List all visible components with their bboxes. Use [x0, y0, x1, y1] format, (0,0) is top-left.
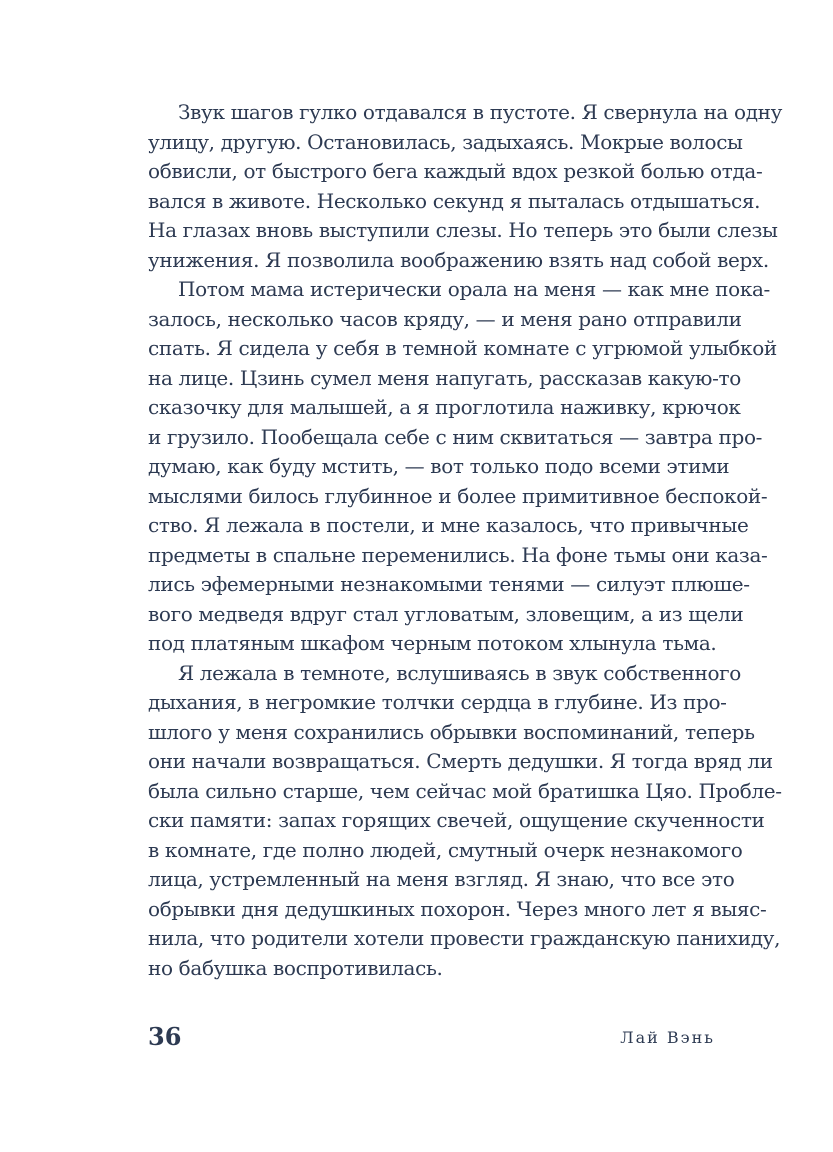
text-line: на лице. Цзинь сумел меня напугать, рассказав какую-то — [148, 365, 741, 390]
running-head-author: Лай Вэнь — [620, 1028, 715, 1047]
paragraph-2 — [148, 275, 777, 659]
text-line: лись эфемерными незнакомыми тенями — силуэт плюше- — [148, 572, 750, 596]
body-text — [148, 98, 783, 983]
page-number: 36 — [148, 1022, 182, 1051]
text-line: мыслями билось глубинное и более примитивное беспокой- — [148, 483, 768, 508]
text-line: вого медведя вдруг стал угловатым, зловещим, а из щели — [148, 601, 744, 626]
text-line: они начали возвращаться. Смерть дедушки. Я тогда вряд ли — [148, 749, 773, 773]
page-footer — [148, 1018, 715, 1058]
paragraph-3 — [148, 659, 782, 984]
text-line: Я лежала в темноте, вслушиваясь в звук собственного — [178, 660, 741, 685]
text-line: обвисли, от быстрого бега каждый вдох резкой болью отда- — [148, 159, 763, 183]
text-line: залось, несколько часов кряду, — и меня рано отправили — [148, 306, 742, 331]
text-line: в комнате, где полно людей, смутный очерк незнакомого — [148, 837, 743, 862]
text-line: предметы в спальне переменились. На фоне тьмы они каза- — [148, 542, 768, 567]
text-line: обрывки дня дедушкиных похорон. Через много лет я выяс- — [148, 896, 767, 921]
text-line: улицу, другую. Остановилась, задыхаясь. Мокрые волосы — [148, 129, 743, 154]
text-line: ски памяти: запах горящих свечей, ощущение скученности — [148, 808, 765, 832]
text-line: спать. Я сидела у себя в темной комнате с угрюмой улыбкой — [148, 336, 777, 360]
text-line: сказочку для малышей, а я проглотила наживку, крючок — [148, 395, 741, 419]
text-line: под платяным шкафом черным потоком хлынула тьма. — [148, 631, 717, 655]
text-line: На глазах вновь выступили слезы. Но теперь это были слезы — [148, 218, 778, 242]
text-line: и грузило. Пообещала себе с ним сквитаться — завтра про- — [148, 424, 763, 449]
text-line: нила, что родители хотели провести гражданскую панихиду, — [148, 926, 781, 950]
text-line: лица, устремленный на меня взгляд. Я знаю, что все это — [148, 867, 735, 891]
text-line: Звук шагов гулко отдавался в пустоте. Я свернула на одну — [178, 100, 783, 124]
text-line: унижения. Я позволила воображению взять над собой верх. — [148, 247, 769, 272]
paragraph-1 — [148, 98, 783, 275]
text-line: но бабушка воспротивилась. — [148, 955, 443, 980]
text-line: вался в животе. Несколько секунд я пыталась отдышаться. — [148, 188, 761, 213]
text-line: шлого у меня сохранились обрывки воспоминаний, теперь — [148, 719, 755, 744]
text-line: ство. Я лежала в постели, и мне казалось, что привычные — [148, 513, 749, 537]
text-line: Потом мама истерически орала на меня — как мне пока- — [178, 277, 770, 301]
text-line: думаю, как буду мстить, — вот только подо всеми этими — [148, 454, 730, 478]
text-line: была сильно старше, чем сейчас мой братишка Цяо. Пробле- — [148, 778, 782, 803]
text-line: дыхания, в негромкие толчки сердца в глубине. Из про- — [148, 690, 727, 714]
